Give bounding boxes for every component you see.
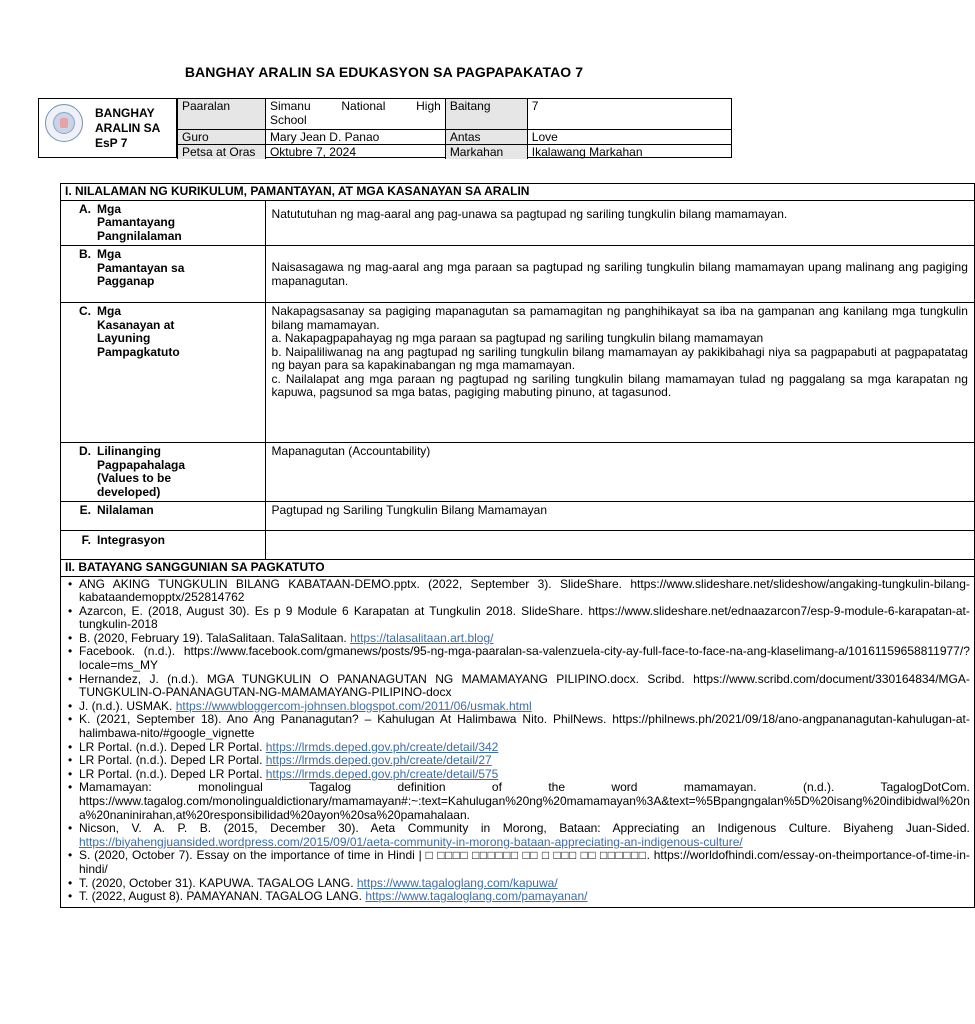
row-f-label: F. Integrasyon bbox=[61, 531, 266, 560]
row-c-value: Nakapagsasanay sa pagiging mapanagutan sa pamamagitan ng panghihikayat sa iba na gampanan ang kanilang mga tungkulin bilang mamamayan. a. Nakapagpapahayag ng mga paraan sa pagtupad ng sariling tungkulin bilang mamamayan b. Naipaliliwanag na ang pagtupad ng sariling tungkulin bilang mamamayan ay pakikibahagi niya sa pagpapabuti at pagpapatatag ng bayan para sa kapakinabangan ng mga mamamayan. c. Nailalapat ang mga paraan ng pagtupad ng sariling tungkulin bilang mamamayan tulad ng paggalang sa mga karapatan ng kapuwa, pagsunod sa mga batas, pagiging mabuting pinuno, at tagasunod. bbox=[265, 303, 974, 443]
section2-heading: II. BATAYANG SANGGUNIAN SA PAGKATUTO bbox=[61, 560, 975, 577]
reference-link[interactable]: https://talasalitaan.art.blog/ bbox=[350, 630, 494, 645]
references-list bbox=[65, 578, 970, 904]
baitang-label: Baitang bbox=[445, 99, 527, 129]
row-c-label: C. Mga Kasanayan at Layuning Pampagkatuto bbox=[61, 303, 266, 443]
paaralan-label: Paaralan bbox=[178, 99, 266, 129]
row-e-value: Pagtupad ng Sariling Tungkulin Bilang Mamamayan bbox=[265, 502, 974, 531]
reference-item: • J. (n.d.). USMAK. https://wwwbloggercom-johnsen.blogspot.com/2011/06/usmak.html bbox=[65, 700, 970, 714]
baitang-value: 7 bbox=[527, 99, 731, 129]
guro-value: Mary Jean D. Panao bbox=[265, 129, 445, 144]
deped-seal-icon bbox=[45, 104, 83, 142]
petsa-value: Oktubre 7, 2024 bbox=[265, 144, 445, 159]
row-e-label: E. Nilalaman bbox=[61, 502, 266, 531]
reference-item: • T. (2022, August 8). PAMAYANAN. TAGALOG LANG. https://www.tagaloglang.com/pamayanan/ bbox=[65, 890, 970, 904]
reference-link[interactable]: https://www.tagaloglang.com/pamayanan/ bbox=[365, 889, 588, 904]
guro-label: Guro bbox=[178, 129, 266, 144]
reference-link[interactable]: https://lrmds.deped.gov.ph/create/detail/342 bbox=[265, 739, 499, 754]
row-f-value bbox=[265, 531, 974, 560]
petsa-label: Petsa at Oras bbox=[178, 144, 266, 159]
lesson-plan-table bbox=[60, 183, 975, 908]
row-a-value: Natututuhan ng mag-aaral ang pag-unawa sa pagtupad ng sariling tungkulin bilang mamamayan. bbox=[265, 200, 974, 246]
logo-text: BANGHAY ARALIN SA EsP 7 bbox=[95, 106, 161, 150]
reference-item: • S. (2020, October 7). Essay on the importance of time in Hindi | □ □□□□ □□□□□□ □□ □ □□□ □□ □□□□□□. https://worldofhindi.com/essay-on-theimportance-of-time-in-hindi/ bbox=[65, 849, 970, 876]
markahan-label: Markahan bbox=[445, 144, 527, 159]
references-cell bbox=[61, 576, 975, 907]
reference-link[interactable]: https://www.tagaloglang.com/kapuwa/ bbox=[356, 875, 558, 890]
reference-link[interactable]: https://lrmds.deped.gov.ph/create/detail/575 bbox=[265, 766, 499, 781]
reference-item: • LR Portal. (n.d.). Deped LR Portal. https://lrmds.deped.gov.ph/create/detail/27 bbox=[65, 754, 970, 768]
logo-cell bbox=[39, 99, 177, 157]
reference-item: • Azarcon, E. (2018, August 30). Es p 9 Module 6 Karapatan at Tungkulin 2018. SlideShare. https://www.slideshare.net/ednaazarcon7/esp-9-module-6-karapatan-at-tungkulin-2018 bbox=[65, 605, 970, 632]
row-b-label: B. Mga Pamantayan sa Pagganap bbox=[61, 246, 266, 303]
reference-link[interactable]: https://biyahengjuansided.wordpress.com/2015/09/01/aeta-community-in-morong-bataan-appreciating-an-indigenous-culture/ bbox=[79, 834, 743, 849]
antas-label: Antas bbox=[445, 129, 527, 144]
reference-item: • LR Portal. (n.d.). Deped LR Portal. https://lrmds.deped.gov.ph/create/detail/342 bbox=[65, 741, 970, 755]
reference-link[interactable]: https://wwwbloggercom-johnsen.blogspot.com/2011/06/usmak.html bbox=[175, 698, 532, 713]
row-d-value: Mapanagutan (Accountability) bbox=[265, 443, 974, 502]
row-a-label: A. Mga Pamantayang Pangnilalaman bbox=[61, 200, 266, 246]
reference-item: • T. (2020, October 31). KAPUWA. TAGALOG LANG. https://www.tagaloglang.com/kapuwa/ bbox=[65, 877, 970, 891]
reference-item: • ANG AKING TUNGKULIN BILANG KABATAAN-DEMO.pptx. (2022, September 3). SlideShare. https://www.slideshare.net/slideshow/angaking-tungkulin-bilang-kabataandemopptx/252814762 bbox=[65, 578, 970, 605]
section1-heading: I. NILALAMAN NG KURIKULUM, PAMANTAYAN, AT MGA KASANAYAN SA ARALIN bbox=[61, 184, 975, 201]
reference-item: • Hernandez, J. (n.d.). MGA TUNGKULIN O PANANAGUTAN NG MAMAMAYANG PILIPINO.docx. Scribd. https://www.scribd.com/document/330164834/MGA-TUNGKULIN-O-PANANAGUTAN-NG-MAMAMAYANG-PILIPINO-docx bbox=[65, 673, 970, 700]
reference-item: • K. (2021, September 18). Ano Ang Pananagutan? – Kahulugan At Halimbawa Nito. PhilNews. https://philnews.ph/2021/09/18/ano-angpananagutan-kahulugan-at-halimbawa-nito/#google_vignette bbox=[65, 713, 970, 740]
document-title: BANGHAY ARALIN SA EDUKASYON SA PAGPAPAKATAO 7 bbox=[184, 64, 584, 80]
row-b-value: Naisasagawa ng mag-aaral ang mga paraan sa pagtupad ng sariling tungkulin bilang mamamayan upang malinang ang pagiging mapanagutan. bbox=[265, 246, 974, 303]
reference-item: • Mamamayan: monolingual Tagalog definition of the word mamamayan. (n.d.). TagalogDotCom. https://www.tagalog.com/monolingualdictionary/mamamayan#:~:text=Kahulugan%20ng%20mamamayan%3A&text=%5Bpangngalan%5D%20isang%20indibidwal%20n a%20naninirahan,at%20responsibilidad%20ayon%20sa%20pamahalaan. bbox=[65, 781, 970, 822]
markahan-value: Ikalawang Markahan bbox=[527, 144, 731, 159]
reference-link[interactable]: https://lrmds.deped.gov.ph/create/detail/27 bbox=[265, 753, 492, 768]
header-table bbox=[38, 98, 732, 158]
paaralan-value: Simanu National High School bbox=[265, 99, 445, 129]
reference-item: • Facebook. (n.d.). https://www.facebook.com/gmanews/posts/95-ng-mga-paaralan-sa-valenzuela-city-ay-full-face-to-face-na-ang-klaselimang-a/10161159658811977/?locale=ms_MY bbox=[65, 645, 970, 672]
row-d-label: D. Lilinanging Pagpapahalaga (Values to be developed) bbox=[61, 443, 266, 502]
reference-item: • Nicson, V. A. P. B. (2015, December 30). Aeta Community in Morong, Bataan: Appreciating an Indigenous Culture. Biyaheng Juan-Sided. https://biyahengjuansided.wordpress.com/2015/09/01/aeta-community-in-morong-bataan-appreciating-an-indigenous-culture/ bbox=[65, 822, 970, 849]
antas-value: Love bbox=[527, 129, 731, 144]
header-info-table bbox=[177, 99, 731, 159]
reference-item: • B. (2020, February 19). TalaSalitaan. TalaSalitaan. https://talasalitaan.art.blog/ bbox=[65, 632, 970, 646]
reference-item: • LR Portal. (n.d.). Deped LR Portal. https://lrmds.deped.gov.ph/create/detail/575 bbox=[65, 768, 970, 782]
